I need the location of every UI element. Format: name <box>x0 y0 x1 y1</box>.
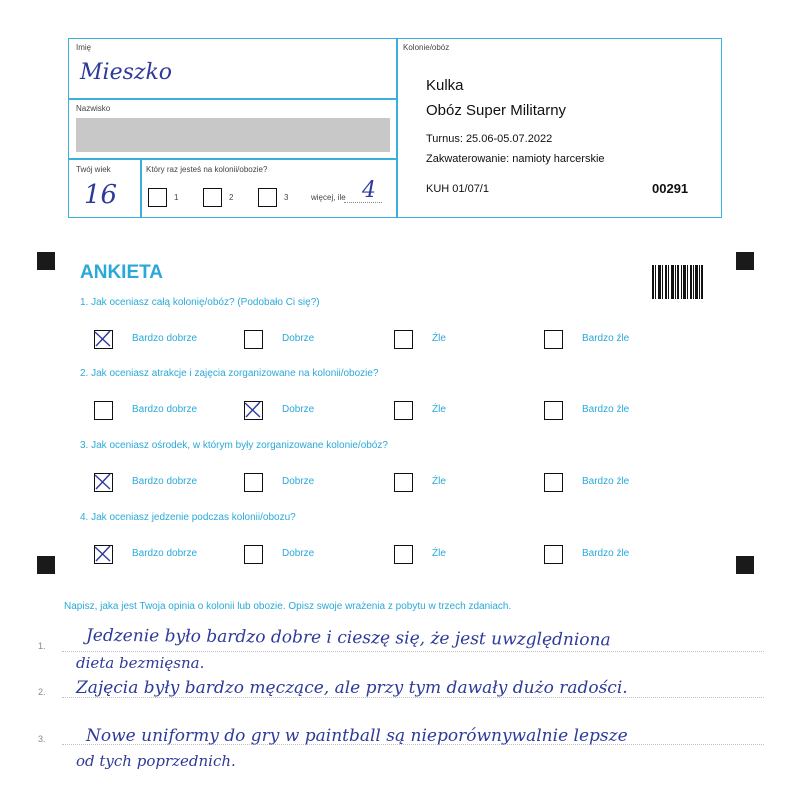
line-number-3: 3. <box>38 734 46 744</box>
scan-marker-bottom-left <box>37 556 55 574</box>
camp-code: KUH 01/07/1 <box>426 183 489 195</box>
question-3-option-3-label: Źle <box>432 476 446 487</box>
question-2-text: 2. Jak oceniasz atrakcje i zajęcia zorganizowane na kolonii/obozie? <box>80 368 379 379</box>
handwritten-line-5[interactable]: od tych poprzednich. <box>76 752 236 770</box>
question-3-option-2-label: Dobrze <box>282 476 315 487</box>
header-divider <box>396 38 398 218</box>
question-2-option-1-label: Bardzo dobrze <box>132 404 198 415</box>
turnus-text: Turnus: 25.06-05.07.2022 <box>426 133 553 145</box>
question-1-option-2-checkbox[interactable] <box>244 330 263 349</box>
surname-label: Nazwisko <box>76 104 111 113</box>
question-4-option-4-label: Bardzo źle <box>582 548 630 559</box>
survey-title: ANKIETA <box>80 262 164 283</box>
age-value[interactable]: 16 <box>84 180 118 210</box>
ruled-line <box>62 651 764 652</box>
age-divider <box>140 158 142 218</box>
first-name-label: Imię <box>76 43 92 52</box>
more-label: więcej, ile <box>311 193 346 202</box>
question-4-option-2-label: Dobrze <box>282 548 315 559</box>
question-4-option-1-checkbox[interactable] <box>94 545 113 564</box>
surname-separator <box>68 158 396 160</box>
question-1-option-1-checkbox[interactable] <box>94 330 113 349</box>
accommodation-text: Zakwaterowanie: namioty harcerskie <box>426 153 605 165</box>
name-separator <box>68 98 396 100</box>
more-value[interactable]: 4 <box>362 178 376 203</box>
check-mark-icon <box>93 329 112 348</box>
question-1-option-2-label: Dobrze <box>282 333 315 344</box>
question-1-option-4-label: Bardzo źle <box>582 333 630 344</box>
question-1-text: 1. Jak oceniasz całą kolonię/obóz? (Podobało Ci się?) <box>80 297 320 308</box>
barcode-icon <box>652 265 704 299</box>
question-4-option-2-checkbox[interactable] <box>244 545 263 564</box>
question-3-option-4-checkbox[interactable] <box>544 473 563 492</box>
which-time-label: Który raz jesteś na kolonii/obozie? <box>146 165 268 174</box>
handwritten-line-3[interactable]: Zajęcia były bardzo męczące, ale przy tym dawały dużo radości. <box>76 678 628 698</box>
question-3-option-1-checkbox[interactable] <box>94 473 113 492</box>
question-4-text: 4. Jak oceniasz jedzenie podczas kolonii/obozu? <box>80 512 296 523</box>
line-number-2: 2. <box>38 687 46 697</box>
question-3-option-4-label: Bardzo źle <box>582 476 630 487</box>
question-4-option-3-checkbox[interactable] <box>394 545 413 564</box>
question-2-option-4-checkbox[interactable] <box>544 401 563 420</box>
question-1-option-3-checkbox[interactable] <box>394 330 413 349</box>
question-1-option-3-label: Źle <box>432 333 446 344</box>
check-mark-icon <box>93 544 112 563</box>
question-3-option-1-label: Bardzo dobrze <box>132 476 198 487</box>
question-2-option-2-checkbox[interactable] <box>244 401 263 420</box>
question-1-option-4-checkbox[interactable] <box>544 330 563 349</box>
time-1-checkbox[interactable] <box>148 188 167 207</box>
question-3-option-3-checkbox[interactable] <box>394 473 413 492</box>
handwritten-line-2[interactable]: dieta bezmięsna. <box>76 654 205 672</box>
scan-marker-top-right <box>736 252 754 270</box>
opinion-prompt: Napisz, jaka jest Twoja opinia o kolonii lub obozie. Opisz swoje wrażenia z pobytu w trzech zdaniach. <box>64 601 512 612</box>
time-2-checkbox[interactable] <box>203 188 222 207</box>
handwritten-line-4[interactable]: Nowe uniformy do gry w paintball są nieporównywalnie lepsze <box>86 726 628 746</box>
question-2-option-3-checkbox[interactable] <box>394 401 413 420</box>
check-mark-icon <box>93 472 112 491</box>
surname-redacted <box>76 118 390 152</box>
question-3-text: 3. Jak oceniasz ośrodek, w którym były zorganizowane kolonie/obóz? <box>80 440 388 451</box>
time-3-checkbox[interactable] <box>258 188 277 207</box>
question-2-option-2-label: Dobrze <box>282 404 315 415</box>
first-name-value[interactable]: Mieszko <box>80 60 173 85</box>
question-4-option-4-checkbox[interactable] <box>544 545 563 564</box>
form-number: 00291 <box>652 181 689 196</box>
question-1-option-1-label: Bardzo dobrze <box>132 333 198 344</box>
camp-name: Kulka <box>426 77 464 94</box>
line-number-1: 1. <box>38 641 46 651</box>
handwritten-line-1[interactable]: Jedzenie było bardzo dobre i cieszę się, że jest uwzględniona <box>85 625 611 651</box>
scan-marker-top-left <box>37 252 55 270</box>
time-2-label: 2 <box>229 193 234 202</box>
question-2-option-1-checkbox[interactable] <box>94 401 113 420</box>
check-mark-icon <box>243 400 262 419</box>
time-3-label: 3 <box>284 193 289 202</box>
question-4-option-3-label: Źle <box>432 548 446 559</box>
camp-label: Kolonie/obóz <box>403 43 450 52</box>
scan-marker-bottom-right <box>736 556 754 574</box>
question-2-option-4-label: Bardzo źle <box>582 404 630 415</box>
time-1-label: 1 <box>174 193 179 202</box>
question-2-option-3-label: Źle <box>432 404 446 415</box>
camp-title: Obóz Super Militarny <box>426 102 567 119</box>
question-3-option-2-checkbox[interactable] <box>244 473 263 492</box>
question-4-option-1-label: Bardzo dobrze <box>132 548 198 559</box>
age-label: Twój wiek <box>76 165 111 174</box>
